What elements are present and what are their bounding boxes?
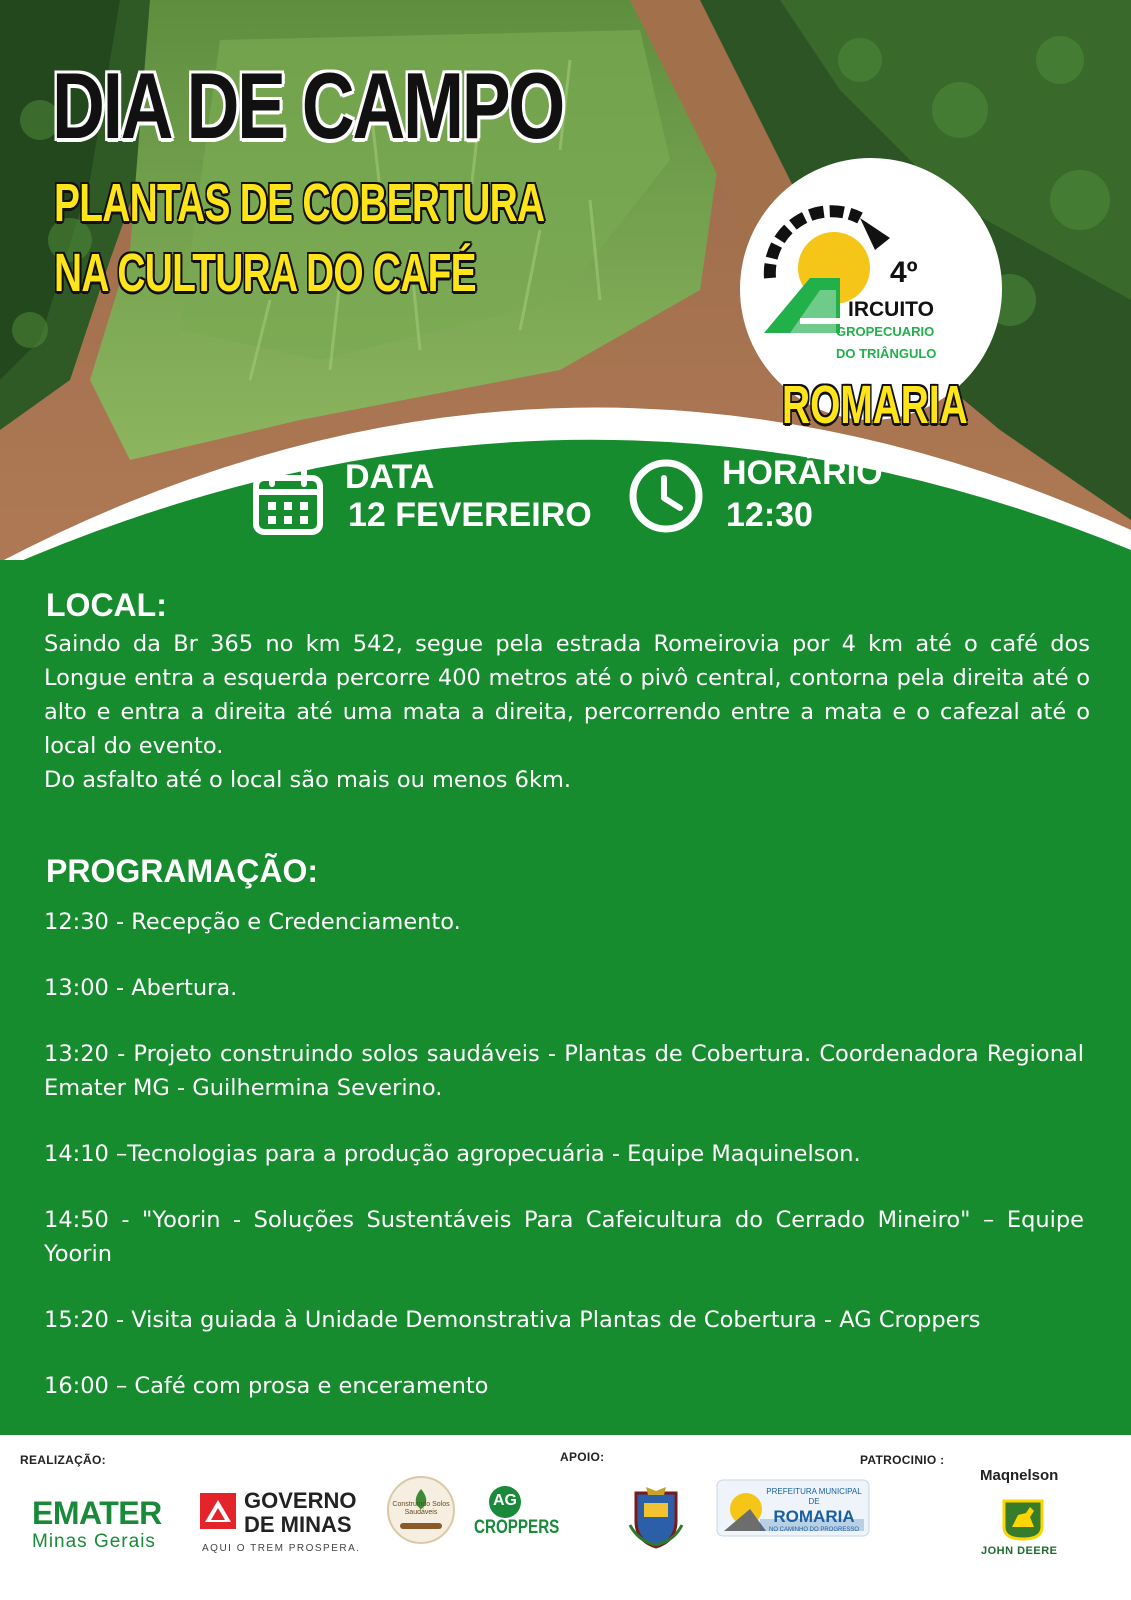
circuit-word-gropecuario: GROPECUARIO [836, 324, 935, 339]
prefeitura-label: PREFEITURA MUNICIPAL DE [766, 1487, 862, 1506]
time-label: HORÁRIO [722, 454, 883, 492]
program-item: 15:20 - Visita guiada à Unidade Demonstrativa Plantas de Cobertura - AG Croppers [44, 1307, 981, 1333]
emater-subtitle: Minas Gerais [32, 1531, 156, 1552]
local-directions [44, 627, 1090, 797]
prefeitura-city: ROMARIA [773, 1507, 855, 1526]
governo-triangle-icon [200, 1493, 236, 1529]
local-paragraph: Saindo da Br 365 no km 542, segue pela estrada Romeirovia por 4 km até o café dos Longue entra a esquerda percorre 400 metros até o pivô central, contorna pela direita até o alto e entra a direita até uma mata a direita, percorrendo entre a mata e o cafezal até o local do evento. [44, 631, 1090, 759]
john-deere-name: JOHN DEERE [981, 1545, 1058, 1557]
sponsors-footer [0, 1435, 1131, 1600]
clock-icon [628, 458, 704, 534]
programacao-heading: PROGRAMAÇÃO: [46, 853, 318, 889]
local-distance-note: Do asfalto até o local são mais ou menos 6km. [44, 767, 572, 793]
realizacao-label: REALIZAÇÃO: [20, 1453, 106, 1467]
time-value: 12:30 [726, 496, 813, 534]
circuit-edition: 4º [890, 256, 918, 289]
romaria-coat-of-arms-icon [624, 1485, 688, 1549]
date-value: 12 FEVEREIRO [348, 496, 592, 534]
calendar-icon [252, 468, 324, 536]
event-subtitle-line2: NA CULTURA DO CAFÉ [54, 243, 476, 303]
circuit-word-ircuito: IRCUITO [848, 298, 934, 321]
emater-name: EMATER [32, 1495, 162, 1531]
program-item: 13:00 - Abertura. [44, 975, 238, 1001]
ag-croppers-badge-text: AG [493, 1492, 517, 1509]
circuit-word-triangulo: DO TRIÂNGULO [836, 346, 937, 361]
program-item: 13:20 - Projeto construindo solos saudáveis - Plantas de Cobertura. Coordenadora Regional Emater MG - Guilhermina Severino. [44, 1041, 1084, 1101]
program-item: 14:10 –Tecnologias para a produção agropecuária - Equipe Maquinelson. [44, 1141, 861, 1167]
local-heading: LOCAL: [46, 587, 167, 623]
prefeitura-tagline: NO CAMINHO DO PROGRESSO [768, 1527, 859, 1533]
event-title: DIA DE CAMPO [52, 53, 563, 158]
maqnelson-name: Maqnelson [980, 1467, 1059, 1484]
program-item: 12:30 - Recepção e Credenciamento. [44, 909, 461, 935]
date-label: DATA [345, 458, 435, 496]
event-subtitle-line1: PLANTAS DE COBERTURA [54, 173, 545, 233]
governo-name: GOVERNO DE MINAS [244, 1488, 357, 1537]
patrocinio-label: PATROCINIO : [860, 1453, 945, 1467]
program-item: 14:50 - "Yoorin - Soluções Sustentáveis Para Cafeicultura do Cerrado Mineiro" – Equipe Yoorin [44, 1207, 1084, 1267]
solos-saudaveis-text: Construindo Solos Saudáveis [392, 1501, 450, 1516]
circuit-city-label: ROMARIA [782, 375, 968, 435]
program-item: 16:00 – Café com prosa e enceramento [44, 1373, 489, 1399]
john-deere-deer-icon [1000, 1497, 1046, 1541]
governo-tagline: AQUI O TREM PROSPERA. [202, 1543, 361, 1554]
apoio-label: APOIO: [560, 1450, 605, 1464]
event-date-time-row [0, 454, 1131, 550]
ag-croppers-name: CROPPERS [474, 1517, 560, 1538]
